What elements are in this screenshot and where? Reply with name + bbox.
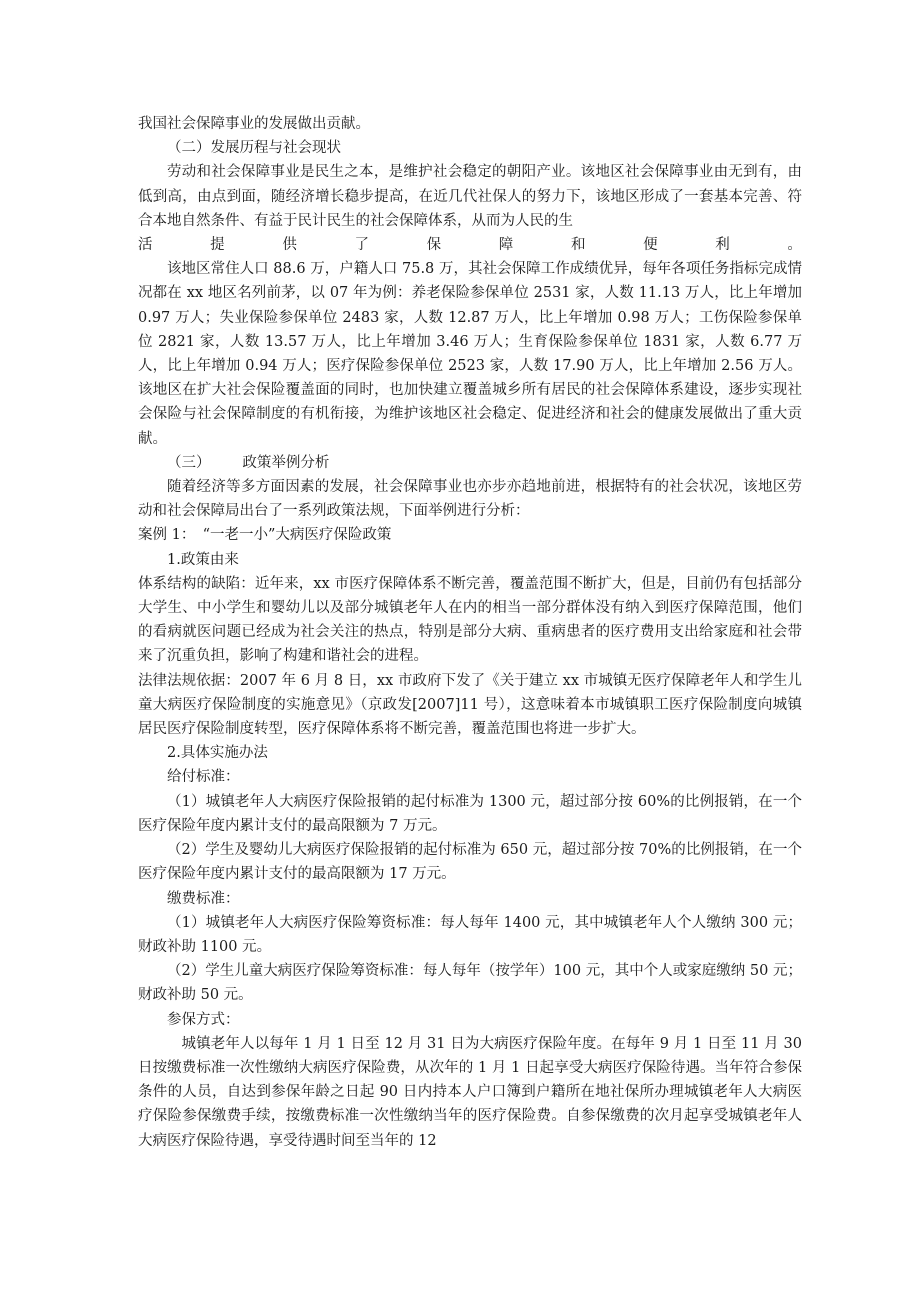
paragraph-policy-intro: 随着经济等多方面因素的发展，社会保障事业也亦步亦趋地前进，根据特有的社会状况，该地区劳动和社会保障局出台了一系列政策法规，下面举例进行分析： <box>138 479 802 520</box>
paragraph-payment-2: （2）学生及婴幼儿大病医疗保险报销的起付标准为 650 元，超过部分按 70%的比例报销，在一个医疗保险年度内累计支付的最高限额为 17 万元。 <box>138 842 802 883</box>
tail-char: 提 <box>210 237 225 254</box>
paragraph-continuation: 我国社会保障事业的发展做出贡献。 <box>138 116 370 132</box>
subheading-origin: 1.政策由来 <box>167 551 239 568</box>
paragraph-payment-1: （1）城镇老年人大病医疗保险报销的起付标准为 1300 元，超过部分按 60%的比例报销，在一个医疗保险年度内累计支付的最高限额为 7 万元。 <box>138 793 802 834</box>
tail-char: 障 <box>498 237 514 254</box>
paragraph-contribution-2: （2）学生儿童大病医疗保险筹资标准：每人每年（按学年）100 元，其中个人或家庭缴纳 50 元；财政补助 50 元。 <box>138 963 802 1004</box>
tail-char: 供 <box>282 237 297 254</box>
tail-char: 保 <box>426 237 442 254</box>
label-enrollment-method: 参保方式： <box>167 1011 240 1028</box>
tail-char: 便 <box>643 237 658 254</box>
subheading-implementation: 2.具体实施办法 <box>167 745 268 762</box>
case-title: 案例 1： “一老一小”大病医疗保险政策 <box>138 527 392 544</box>
tail-char: 活 <box>138 237 153 254</box>
tail-char: 和 <box>570 237 586 254</box>
paragraph-enrollment: 城镇老年人以每年 1 月 1 日至 12 月 31 日为大病医疗保险年度。在每年 9 月 1 日至 11 月 30 日按缴费标准一次性缴纳大病医疗保险费，从次年的 1 月 1 日起享受大病医疗保险待遇。当年符合参保条件的人员，自达到参保年龄之日起 90 日内持本人户口簿到户籍所在地社保所办理城镇老年人大病医疗保险参保缴费手续，按缴费标准一次性缴纳当年的医疗保险费。自参保缴费的次月起享受城镇老年人大病医疗保险待遇，享受待遇时间至当年的 12 <box>138 1035 802 1149</box>
label-contribution-standard: 缴费标准： <box>167 890 240 907</box>
paragraph-statistics: 该地区常住人口 88.6 万，户籍人口 75.8 万，其社会保障工作成绩优异，每年各项任务指标完成情况都在 xx 地区名列前茅，以 07 年为例：养老保险参保单位 2531 家，人数 11.13 万人，比上年增加 0.97 万人；失业保险参保单位 2483 家，人数 12.87 万人，比上年增加 0.98 万人；工伤保险参保单位 2821 家，人数 13.57 万人，比上年增加 3.46 万人；生育保险参保单位 1831 家，人数 6.77 万人，比上年增加 0.94 万人；医疗保险参保单位 2523 家，人数 17.90 万人，比上年增加 2.56 万人。该地区在扩大社会保险覆盖面的同时，也加快建立覆盖城乡所有居民的社会保障体系建设，逐步实现社会保险与社会保障制度的有机衔接，为维护该地区社会稳定、促进经济和社会的健康发展做出了重大贡献。 <box>138 261 802 447</box>
paragraph-development-tail <box>138 233 802 257</box>
label-payment-standard: 给付标准： <box>167 769 240 786</box>
paragraph-legal-basis: 法律法规依据：2007 年 6 月 8 日，xx 市政府下发了《关于建立 xx 市城镇无医疗保障老年人和学生儿童大病医疗保险制度的实施意见》（京政发[2007]11 号），这意味着本市城镇职工医疗保险制度向城镇居民医疗保险制度转型，医疗保障体系将不断完善，覆盖范围也将进一步扩大。 <box>138 672 802 738</box>
heading-3-number: （三） <box>167 454 211 471</box>
paragraph-contribution-1: （1）城镇老年人大病医疗保险筹资标准：每人每年 1400 元，其中城镇老年人个人缴纳 300 元；财政补助 1100 元。 <box>138 914 802 955</box>
document-page <box>138 112 802 1153</box>
section-heading-3 <box>138 451 802 475</box>
paragraph-development: 劳动和社会保障事业是民生之本，是维护社会稳定的朝阳产业。该地区社会保障事业由无到有，由低到高，由点到面，随经济增长稳步提高，在近几代社保人的努力下，该地区形成了一套基本完善、符合本地自然条件、有益于民计民生的社会保障体系，从而为人民的生 <box>138 164 802 229</box>
section-heading-2: （二）发展历程与社会现状 <box>167 140 341 157</box>
heading-3-text: 政策举例分析 <box>242 454 330 471</box>
paragraph-system-defects: 体系结构的缺陷：近年来，xx 市医疗保障体系不断完善，覆盖范围不断扩大，但是，目前仍有包括部分大学生、中小学生和婴幼儿以及部分城镇老年人在内的相当一部分群体没有纳入到医疗保障范围，他们的看病就医问题已经成为社会关注的热点，特别是部分大病、重病患者的医疗费用支出给家庭和社会带来了沉重负担，影响了构建和谐社会的进程。 <box>138 575 802 665</box>
tail-char: 了 <box>354 237 369 254</box>
tail-char: 。 <box>787 237 802 254</box>
tail-char: 利 <box>715 237 730 254</box>
